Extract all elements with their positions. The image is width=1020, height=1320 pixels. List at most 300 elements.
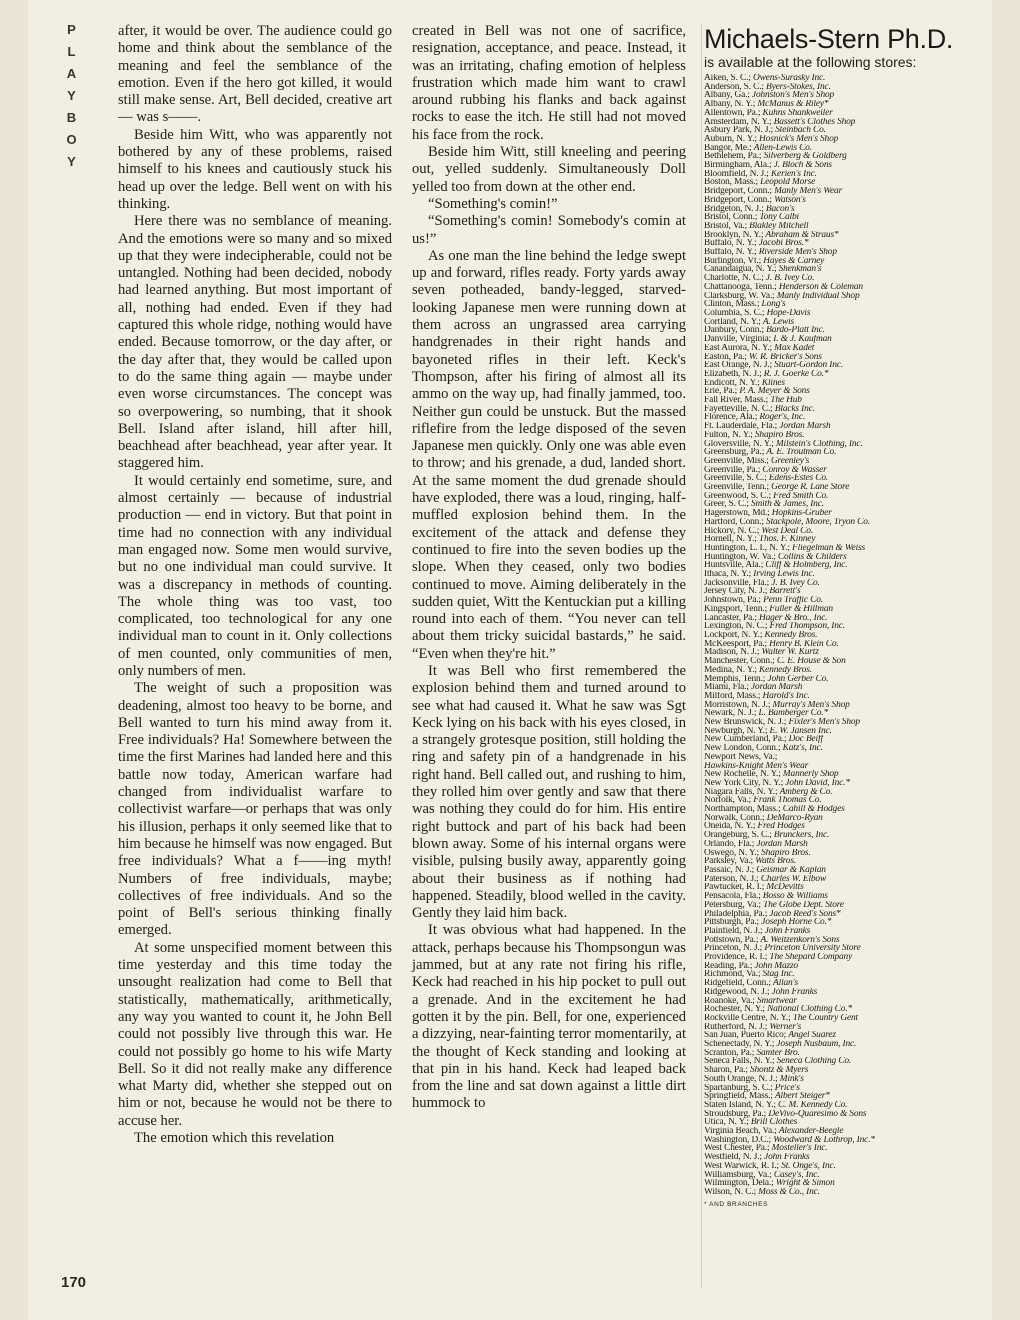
store-location: Bridgeport, Conn.; [704,195,775,205]
store-location: South Orange, N. J.; [704,1074,780,1084]
store-name: Fred Smith Co. [773,491,829,501]
store-entry [704,753,994,762]
store-location: East Aurora, N. Y.; [704,343,775,353]
ad-title: Michaels-Stern Ph.D. [704,24,954,54]
store-entry [704,1118,994,1127]
store-location: Hartford, Conn.; [704,517,767,527]
store-entry [704,796,994,805]
store-location: Northampton, Mass.; [704,805,783,814]
store-name: Kennedy Bros. [764,631,818,640]
store-name: Manly Individual Shop [776,291,860,301]
store-name: John David, Inc.* [785,778,850,788]
store-location: Albany, Ga.; [704,91,752,101]
store-entry [704,126,994,135]
store-location: Greenville, S. C.; [704,474,769,484]
store-entry [704,831,994,840]
store-name: McDevitts [766,883,804,893]
store-location: Huntington, W. Va.; [704,552,778,562]
store-name: Henry B. Klein Co. [769,639,839,649]
store-entry [704,1101,994,1110]
store-entry [704,300,994,309]
store-entry [704,666,994,675]
store-name: Shontz & Myers [749,1066,809,1075]
store-name: Max Kadet [774,343,815,353]
store-location: Pensacola, Fla.; [704,892,763,901]
store-entry [704,718,994,727]
store-location: East Orange, N. J.; [704,361,775,370]
store-entry [704,248,994,257]
store-name: Fixler's Men's Shop [788,718,860,727]
store-entry [704,640,994,649]
store-name: Greenley's [770,456,810,466]
store-name: St. Onge's, Inc. [781,1161,836,1171]
store-name: Doc Beiff [788,735,823,745]
store-name: Hayes & Carney [763,256,825,266]
store-location: Canandaigua, N. Y.; [704,265,779,275]
store-location: Brooklyn, N. Y.; [704,230,766,240]
store-entry [704,927,994,936]
store-entry [704,683,994,692]
store-entry [704,1049,994,1058]
store-name: Fred Hodges [757,822,805,832]
playboy-masthead [62,22,82,176]
store-name: Klines [761,378,785,388]
article-paragraph: “Something's comin! Somebody's comin at us!” [412,213,686,247]
store-location: Rochester, N. Y.; [704,1005,768,1014]
store-entry [704,735,994,744]
store-name: Katz's, Inc. [782,744,823,753]
store-entry [704,605,994,614]
store-name: Cahill & Hodges [782,805,845,814]
store-entry [704,1005,994,1014]
store-entry [704,814,994,823]
article-paragraph: At some unspecified moment between this time yesterday and this time today the unsought realization had come to Bell that statistically, mathematically, arithmetically, any way you wanted to count it, he John Bell could not possibly live through this war. He could not possibly go home to his wife Marty Bell. So it did not really make any difference what Marty did, whether she stepped out on him or not, because he would not be there to accuse her. [118,939,392,1129]
store-name: Long's [761,300,786,309]
store-location: Lockport, N. Y.; [704,631,765,640]
store-entry [704,1084,994,1093]
store-name: Jordan Marsh [756,839,808,849]
store-name: Jordan Marsh [779,422,831,431]
store-location: Bloomfield, N. J.; [704,169,771,179]
store-name: Collins & Childers [777,552,847,562]
store-entry [704,692,994,701]
store-location: Reading, Pa.; [704,961,755,971]
store-location: Orangeburg, S. C.; [704,831,774,840]
store-location: Gloversville, N. Y.; [704,439,776,449]
store-location: Danbury, Conn.; [704,326,767,336]
store-location: Fall River, Mass.; [704,396,771,405]
store-entry [704,431,994,440]
store-location: Morristown, N. J.; [704,700,773,710]
store-entry [704,779,994,788]
store-entry [704,135,994,144]
masthead-letter: A [66,66,78,81]
store-location: Boston, Mass.; [704,178,761,188]
store-location: Greenville, Miss.; [704,456,771,466]
store-location: West Warwick, R. I.; [704,1161,782,1171]
store-name: R. J. Goerke Co.* [763,369,829,379]
store-entry [704,335,994,344]
store-location: Virginia Beach, Va.; [704,1127,779,1136]
store-entry [704,91,994,100]
store-location: Burlington, Vt.; [704,256,764,266]
store-location: Ridgefield, Conn.; [704,979,774,988]
store-entry [704,239,994,248]
store-name: Brunckers, Inc. [773,831,830,840]
store-location: Manchester, Conn.; [704,657,777,666]
store-entry [704,675,994,684]
store-location: New Rochelle, N. Y.; [704,770,783,779]
store-name: Wright & Simon [775,1179,835,1188]
store-location: Ridgewood, N. J.; [704,987,772,997]
article-paragraph: Here there was no semblance of meaning. And the emotions were so many and so mixed up that they were indecipherable, could not be untangled. Nothing had been decided, nobody had learned anything. But most important of all, nothing had ended. Even if they had captured this whole ridge, nothing would have ended. Because tomorrow, or the day after, or the day after that, they would be called upon to do the same thing again — maybe under even worse circumstances. The concept was so overpowering, so numbing, that it shook Bell. Island after island, hill after hill, beachhead after beachhead, year after year. It staggered him. [118,213,392,472]
store-name: Hope-Davis [766,308,811,318]
store-location: Buffalo, N. Y.; [704,239,759,249]
store-entry [704,788,994,797]
store-entry [704,161,994,170]
store-location: Greenwood, S. C.; [704,491,774,501]
store-location: Bangor, Me.; [704,143,754,153]
magazine-page [28,0,992,1320]
store-entry [704,962,994,971]
store-name: Bardo-Platt Inc. [766,326,825,336]
store-location: Newport News, Va.; [704,752,778,762]
store-name: Joseph Nusbaum, Inc. [776,1040,857,1049]
store-location: Washington, D.C.; [704,1135,774,1145]
store-name: Allen-Lewis Co. [753,143,812,153]
store-location: Elizabeth, N. J.; [704,369,764,379]
store-name: Tony Calbi [759,213,799,222]
store-location: Easton, Pa.; [704,352,749,362]
store-entry [704,622,994,631]
store-location: Utica, N. Y.; [704,1118,751,1128]
store-entry [704,500,994,509]
store-name: Kennedy Bros. [759,665,812,675]
store-entry [704,866,994,875]
store-entry [704,1057,994,1066]
article-paragraph: It was obvious what had happened. In the attack, perhaps because his Thompsongun was jammed, but at any rate not firing his rifle, Keck had reached in his hip pocket to pull out a grenade. And in the excitement he had gotten it by the pin. Bell, for one, experienced a dizzying, near-fainting terror momentarily, at the thought of Keck standing and looking at that pin in his hand. Keck had leaped back from the line and sat down against a little dirt hummock to [412,922,686,1112]
store-entry [704,953,994,962]
store-location: New York City, N. Y.; [704,778,786,788]
store-name: Harold's Inc. [762,691,810,701]
store-entry [704,466,994,475]
store-location: Greenville, Tenn.; [704,483,772,492]
masthead-letter: B [66,110,78,125]
store-name: Murray's Men's Shop [772,700,850,710]
store-location: Bethlehem, Pa.; [704,152,764,162]
store-name: Riverside Men's Shop [758,248,837,257]
store-entry [704,178,994,187]
store-location: Parksley, Va.; [704,857,756,866]
store-location: Pottstown, Pa.; [704,935,761,945]
store-name: Abraham & Straus* [765,230,839,240]
store-name: The Shepard Company [769,953,853,962]
store-name: Hosnick's Men's Shop [759,134,839,144]
store-location: Newark, N. J.; [704,709,759,719]
store-location: Hornell, N. Y.; [704,535,759,544]
store-entry [704,509,994,518]
store-name: Seneca Clothing Co. [776,1057,852,1067]
store-name: Steinbach Co. [775,126,826,135]
store-location: Fayetteville, N. C.; [704,404,775,414]
store-entry [704,405,994,414]
store-location: Jersey City, N. J.; [704,587,770,597]
store-location: Clarksburg, W. Va.; [704,291,777,301]
store-name: I. & J. Kaufman [773,335,832,344]
store-name: Stuart-Gordon Inc. [774,361,843,370]
store-entry [704,561,994,570]
store-entry [704,631,994,640]
store-name: Bosso & Williams [762,892,828,901]
store-location: Williamsburg, Va.; [704,1170,774,1180]
masthead-letter: Y [67,88,77,103]
store-entry [704,440,994,449]
store-location: Roanoke, Va.; [704,996,757,1006]
store-location: Madison, N. J.; [704,648,762,658]
article-paragraph: Beside him Witt, still kneeling and peering out, yelled suddenly. Simultaneously Doll yelled too from down at the other end. [412,144,686,195]
store-name: John Gerber Co. [767,674,829,684]
store-entry [704,474,994,483]
store-name: Jacob Reed's Sons* [769,909,841,919]
store-name: Shenkman's [778,265,822,275]
store-entry [704,492,994,501]
store-name: Werner's [769,1022,802,1032]
store-location: Hagerstown, Md.; [704,509,772,518]
store-name: Shapiro Bros. [754,430,805,440]
store-location: Scranton, Pa.; [704,1048,757,1058]
store-location: Bristol, Va.; [704,221,750,231]
store-name: Jordan Marsh [751,683,803,692]
article-paragraph: created in Bell was not one of sacrifice, resignation, acceptance, and peace. Instead, it was an irritating, chafing emotion of helpless frustration which made him want to crawl around rubbing his flanks and back against rocks to ease the itch. He still had not moved his face from the rock. [412,23,686,143]
store-entry [704,744,994,753]
store-entry [704,326,994,335]
store-location: Bristol, Conn.; [704,213,760,222]
store-location: Bridgeport, Conn.; [704,187,775,196]
article-paragraph: after, it would be over. The audience could go home and think about the semblance of the meaning and feel the semblance of the emotion. Even if the hero got killed, it would still make sense. Art, Bell decided, creative art — was s——. [118,23,392,126]
store-location: Norfolk, Va.; [704,796,754,806]
store-location: Greenville, Pa.; [704,465,763,475]
store-location: Greensburg, Pa.; [704,448,767,457]
store-name: Charles W. Elbow [760,874,827,884]
store-entry [704,222,994,231]
store-entry [704,1110,994,1119]
store-name: Kuhns Shankweiler [762,108,833,118]
store-name: Milstein's Clothing, Inc. [775,439,863,449]
store-entry [704,936,994,945]
store-name: National Clothing Co.* [767,1005,853,1014]
store-entry [704,553,994,562]
store-location: Niagara Falls, N. Y.; [704,787,780,797]
store-name: Barrett's [769,587,801,597]
store-location: Oneida, N. Y.; [704,822,758,832]
store-location: Newburgh, N. Y.; [704,726,770,736]
store-entry [704,318,994,327]
store-location: Rockville Centre, N. Y.; [704,1013,793,1023]
store-location: Chattanooga, Tenn.; [704,282,779,292]
store-entry [704,396,994,405]
store-name: Cliff & Holmberg, Inc. [765,561,848,571]
masthead-letter: P [67,22,77,37]
store-entry [704,727,994,736]
store-location: Charlotte, N. C.; [704,274,766,283]
article-column-left [118,23,392,1147]
masthead-letter: Y [67,154,77,169]
store-location: San Juan, Puerto Rico; [704,1031,789,1041]
store-entry [704,762,994,771]
store-name: Thos. F. Kinney [758,535,816,544]
store-location: Philadelphia, Pa.; [704,909,770,919]
store-entry [704,448,994,457]
store-entry [704,1092,994,1101]
article-paragraph: The weight of such a proposition was deadening, almost too heavy to be borne, and Bell wanted to turn his mind away from it. Free individuals? Ha! Somewhere between the time the first Marines had landed here and this battle now today, American warfare had changed from individualist warfare to collectivist warfare—or perhaps that was only his illusion, perhaps it only seemed like that to him because he himself was now engaged. But free individuals? What a f——ing myth! Numbers of free individuals, maybe; collectives of free individuals. And so the point of Bell's serious thinking finally emerged. [118,680,392,939]
store-name: J. B. Ivey Co. [765,274,815,283]
store-entry [704,822,994,831]
store-entry [704,518,994,527]
store-name: Byers-Stokes, Inc. [766,82,831,92]
store-entry [704,196,994,205]
store-name: Price's [774,1083,800,1093]
store-location: Albany, N. Y.; [704,100,758,109]
store-name: Woodward & Lothrop, Inc.* [773,1135,875,1145]
store-entry [704,648,994,657]
store-location: Amsterdam, N. Y.; [704,117,774,127]
store-name: Amberg & Co. [779,787,833,797]
store-entry [704,918,994,927]
store-name: P. A. Meyer & Sons [739,387,810,397]
store-location: Lancaster, Pa.; [704,613,760,623]
store-entry [704,353,994,362]
store-entry [704,1127,994,1136]
store-entry [704,100,994,109]
store-location: Buffalo, N. Y.; [704,248,759,257]
store-name: Shapiro Bros. [761,848,811,858]
store-name: Hawkins-Knight Men's Wear [704,761,809,771]
store-name: Brill Clothes [750,1118,798,1128]
store-name: McManus & Riley* [757,100,829,109]
store-entry [704,1023,994,1032]
store-location: Asbury Park, N. J.; [704,126,776,135]
store-entry [704,805,994,814]
store-name: Hager & Bro., Inc. [759,613,828,623]
store-name: Johnston's Men's Shop [751,91,835,101]
store-location: Seneca Falls, N. Y.; [704,1057,777,1067]
store-location: Huntington, L. I., N. Y.; [704,543,793,553]
store-name: A. Lewis [762,317,795,327]
store-entry [704,457,994,466]
article-paragraph: “Something's comin!” [428,195,558,212]
store-location: Princeton, N. J.; [704,944,765,954]
store-location: Springfield, Mass.; [704,1092,775,1101]
article-paragraph: As one man the line behind the ledge swept up and forward, rifles ready. Forty yards away seven potheaded, bandy-legged, starved-looking Japanese men were running down at them across an ungrassed area carrying handgrenades in their right hands and bayoneted rifles in their left. Keck's Thompson, after his firing of almost all its ammo on the way up, had finally jammed, too. Neither gun could be unstuck. But the massed riflefire from the ledge disposed of the seven Japanese men quickly. Only one was able even to throw; and his grenade, a dud, landed short. At the same moment the dud grenade should have exploded, there was a loud, ringing, half-muffled explosion behind them. In the excitement of the attack and defense they continued to fire into the seven bodies up the slope. When they ceased, only two bodies continued to move. Aiming deliberately in the sudden quiet, Witt the Kentuckian put a killing round into each of them. “You never can tell about them tricky suicidal bastards,” he said. “Even when they're hit.” [412,247,686,662]
column-divider [701,24,702,1289]
store-name: The Globe Dept. Store [763,900,844,910]
store-name: Alexander-Beegle [778,1127,844,1136]
store-list [704,74,994,1197]
store-name: Irving Lewis Inc. [753,570,815,579]
store-name: Bacon's [765,204,795,214]
store-location: Rutherford, N. J.; [704,1022,770,1032]
store-location: Wilson, N. C.; [704,1188,759,1197]
store-name: Walter W. Kurtz [761,648,819,658]
store-name: West Deal Co. [761,526,814,536]
store-name: Manly Men's Wear [774,187,843,196]
store-location: Wilmington, Dela.; [704,1179,776,1188]
store-entry [704,265,994,274]
article-paragraph: The emotion which this revelation [134,1130,335,1146]
store-location: Florence, Ala.; [704,413,760,423]
store-name: Bassett's Clothes Shop [773,117,856,127]
store-location: Erie, Pa.; [704,387,740,397]
store-name: Frank Thomas Co. [753,796,822,806]
store-entry [704,1162,994,1171]
store-name: Hopkins-Gruber [771,509,832,518]
store-entry [704,910,994,919]
store-entry [704,875,994,884]
store-name: J. Bloch & Sons [773,161,832,170]
article-column-middle [412,23,686,1113]
store-entry [704,1014,994,1023]
store-entry [704,701,994,710]
store-entry [704,283,994,292]
store-entry [704,883,994,892]
article-paragraph: Beside him Witt, who was apparently not bothered by any of these problems, raised himself to his knees and cautiously stuck his head up over the ledge. Bell went on with his thinking. [118,126,392,212]
store-name: Conroy & Wasser [762,465,827,475]
store-entry [704,944,994,953]
store-location: Plainfield, N. J.; [704,926,765,936]
store-location: Endicott, N. Y.; [704,378,762,388]
store-name: Casey's, Inc. [773,1170,820,1180]
store-entry [704,709,994,718]
store-location: Columbia, S. C.; [704,308,767,318]
store-name: Samter Bro. [756,1048,800,1058]
store-entry [704,1171,994,1180]
store-name: DeVivo-Quaresimo & Sons [768,1109,867,1119]
store-name: Fred Thompson, Inc. [769,622,845,631]
store-entry [704,770,994,779]
store-name: C. E. House & Son [776,657,846,666]
store-entry [704,988,994,997]
store-location: Birmingham, Ala.; [704,161,774,170]
store-name: Fliegelman & Weiss [792,543,866,553]
store-name: Princeton University Store [764,944,861,954]
article-paragraph: It would certainly end sometime, sure, and almost certainly — because of industrial production — end in victory. But that point in time had no connection with any individual man engaged now. Some men would survive, but no one individual man could survive. It was a discrepancy in methods of counting. The whole thing was too vast, too complicated, too technological for any one individual man to count in it. Only collections of men counted, only communities of men, only numbers of men. [118,472,392,679]
store-entry [704,118,994,127]
ad-subtitle: is available at the following stores: [704,54,917,70]
store-name: Jacobi Bros.* [758,239,809,249]
store-location: Pawtucket, R. I.; [704,883,767,893]
store-name: Penn Traffic Co. [763,596,823,605]
store-entry [704,1040,994,1049]
store-entry [704,997,994,1006]
masthead-letter: L [67,44,77,59]
store-entry [704,596,994,605]
store-location: Hickory, N. C.; [704,526,762,536]
store-name: Stackpole, Moore, Tryon Co. [766,517,870,527]
store-entry [704,379,994,388]
store-entry [704,213,994,222]
store-entry [704,292,994,301]
store-entry [704,187,994,196]
store-entry [704,152,994,161]
store-location: Johnstown, Pa.; [704,596,764,605]
store-location: Pittsburgh, Pa.; [704,918,762,927]
masthead-letter: O [66,132,78,147]
store-name: Joseph Horne Co.* [761,918,832,927]
store-location: Stroudsburg, Pa.; [704,1109,769,1119]
store-location: Schenectady, N. Y.; [704,1040,777,1049]
store-location: Clinton, Mass.; [704,300,762,309]
store-entry [704,1136,994,1145]
